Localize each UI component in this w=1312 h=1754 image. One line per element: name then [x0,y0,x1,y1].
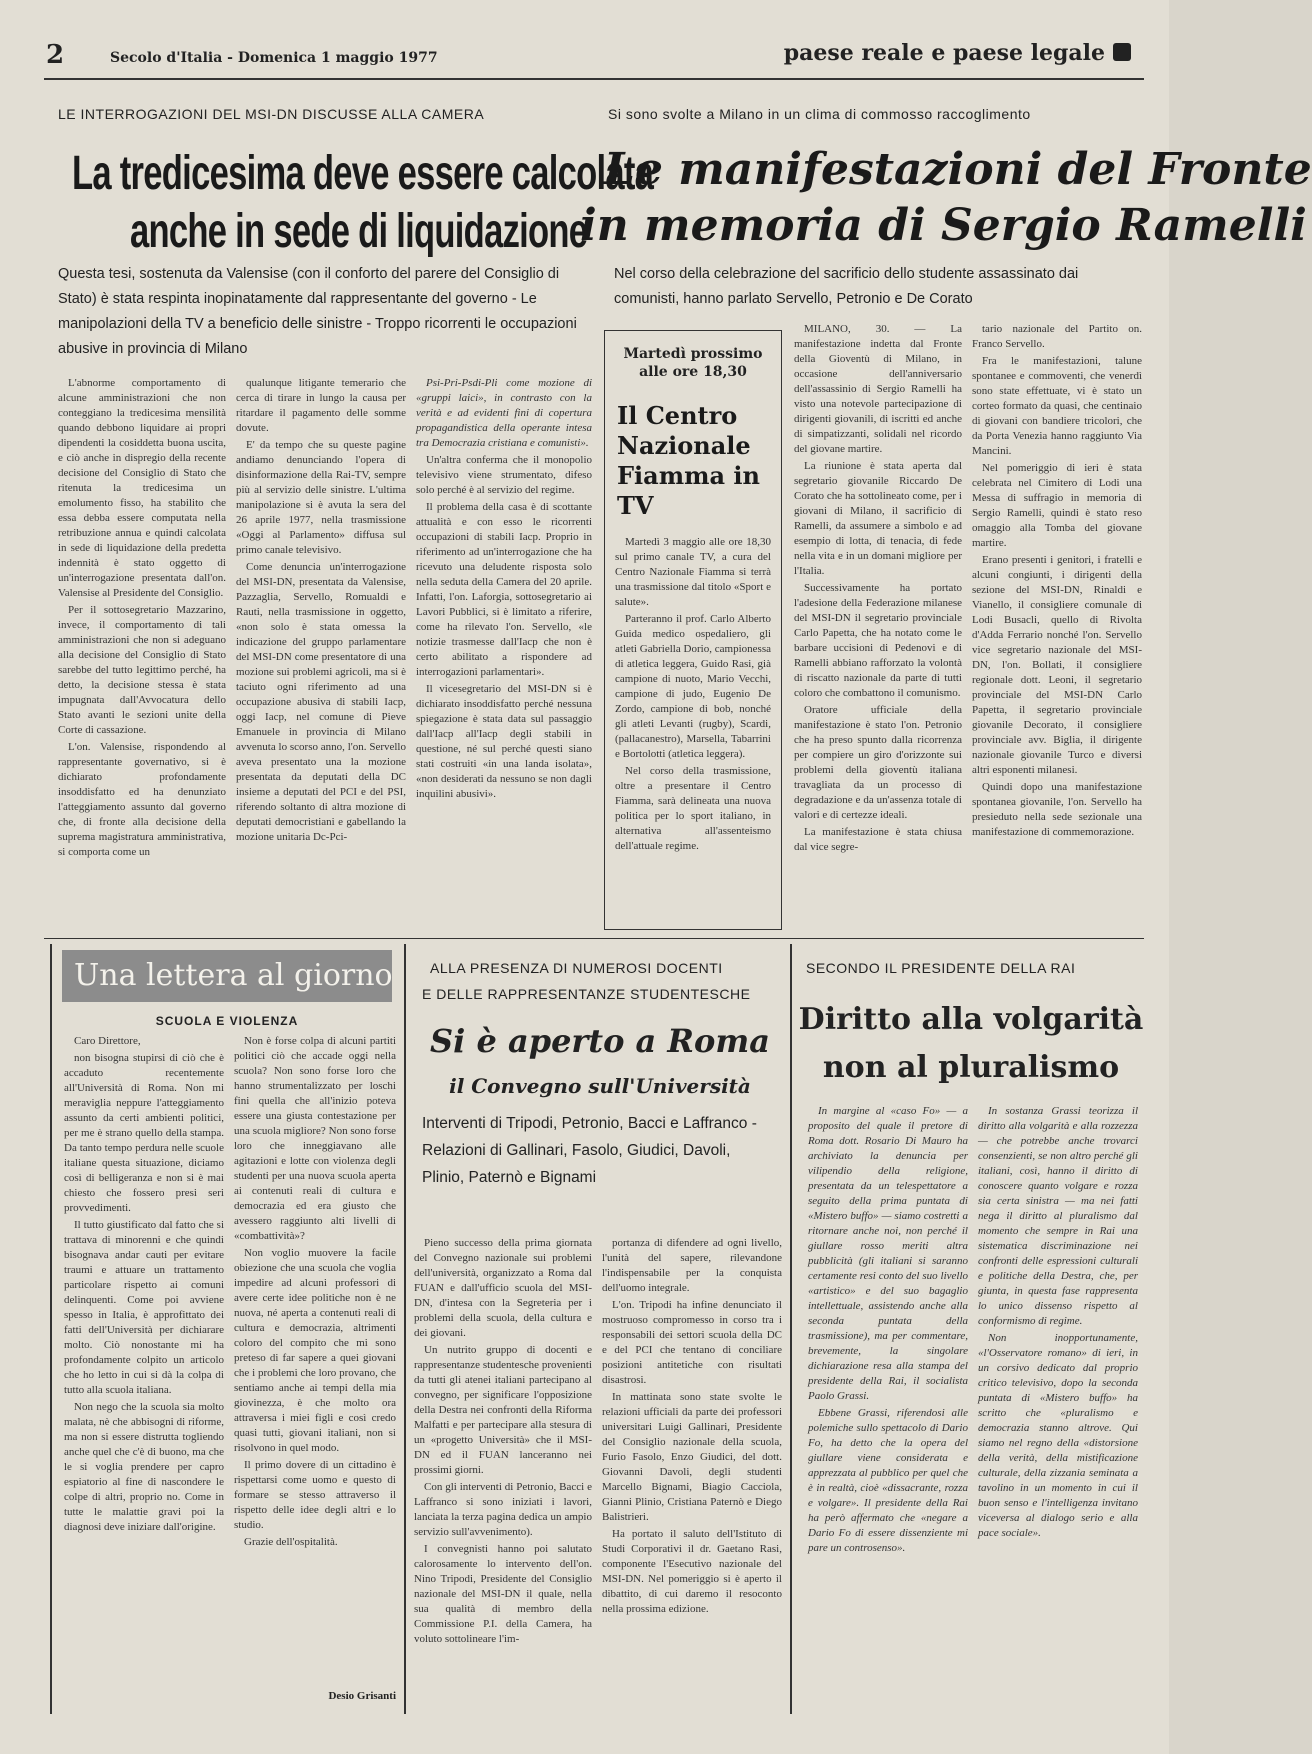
section-title: paese reale e paese legale [783,40,1105,66]
paragraph: Il problema della casa è di scottante attualità e con esso le ricorrenti occupazioni di stabili Iacp. Proprio in riferimento ad un'interrogazione che ha ricevuto una deludente risposta solo nella seduta della Camera del 20 aprile. Infatti, l'on. Laforgia, sottosegretario ai Lavori Pubblici, si è limitato a riferire, come ha rilevato l'on. Servello, «le notizie trasmesse dall'Iacp che non è certo abilitato a rispondere ad interrogazioni parlamentari». [416,501,592,678]
paragraph: L'abnorme comportamento di alcune amministrazioni che non conteggiano la tredicesima mensilità quando debbono liquidare ai propri dipendenti la cosiddetta buona uscita, e ciò anche in dispregio della recente decisione del Consiglio di Stato che ritenuta la tredicesima un emolumento fisso, ha stabilito che essa debba essere computata nella retribuzione annua e quindi calcolata in sede di liquidazione della predetta indennità è stato oggetto di un'interrogazione presentata dall'on. Valensise al Presidente del Consiglio. [58,377,226,599]
rai-col-1 [808,1104,968,1714]
paragraph: L'on. Tripodi ha infine denunciato il mostruoso compromesso in corso tra i responsabili dei settori scuola della DC e del PCI che tentano di conciliare posizioni antitetiche con risultati disastrosi. [602,1299,782,1386]
paragraph: Ha portato il saluto dell'Istituto di Studi Corporativi il dr. Gaetano Rasi, componente l'Esecutivo nazionale del MSI-DN. Nel pomeriggio si è aperto il dibattito, di cui daremo il resoconto nella prossima edizione. [602,1528,782,1615]
left-col-1 [58,376,226,946]
letter-left-border [50,944,52,1714]
paragraph: Come denuncia un'interrogazione del MSI-DN, presentata da Valensise, Pazzaglia, Servello, Romualdi e Rauti, nella trasmissione in oggetto, «non solo è stata omessa la indicazione del gruppo parlamentare del MSI-DN come presentatore di una mozione sui problemi agricoli, ma si è taciuto ogni riferimento ad una occupazione abusiva di stabili Iacp, oggi Iacp, nel comune di Pieve Emanuele in provincia di Milano avvenuta lo scorso anno, l'on. Servello aveva presentato una la mozione presentata da deputati della DC insieme a deputati del PCI e del PSI, riferendo soltanto di altra mozione di deputati democristiani e gabellando la mozione unitaria Dc-Pci- [236,561,406,843]
paragraph: Martedì 3 maggio alle ore 18,30 sul primo canale TV, a cura del Centro Nazionale Fiamma si terrà una trasmissione dal titolo «Sport e salute». [615,536,771,608]
paragraph: La manifestazione è stata chiusa dal vice segre- [794,826,962,853]
convegno-col-2 [602,1236,782,1706]
left-col-2 [236,376,406,946]
paragraph: Parteranno il prof. Carlo Alberto Guida medico ospedaliero, gli atleti Gabriella Dorio, campionessa di atletica leggera, Guido Rasi, già campione di nuoto, Mario Vecchi, campione di judo, Eugenio De Zordo, campione di bob, nonché gli atleti Levanti (rugby), Scardi, (pallacanestro), Marsella, Tabarrini e Bortolotti (atletica leggera). [615,613,771,760]
section-divider [44,938,1144,939]
fiamma-title: Il Centro Nazionale Fiamma in TV [617,401,760,520]
paragraph: Nel corso della trasmissione, oltre a presentare il Centro Fiamma, sarà delineata una nuova politica per lo sport italiano, in alternativa all'assenteismo dell'attuale regime. [615,765,771,852]
paragraph: Il vicesegretario del MSI-DN si è dichiarato insoddisfatto perché nessuna spiegazione è stata data sul passaggio dall'Iacp all'Iacp degli stabili in questione, né sul perché questi siano stati costruiti «in una landa isolata», «non desiderati da nessuno se non dagli inquilini abusivi». [416,683,592,800]
paragraph: Non è forse colpa di alcuni partiti politici ciò che accade oggi nella scuola? Non sono forse loro che hanno strumentalizzato per loschi fini quella che all'inizio poteva essere una giusta contestazione per una scuola migliore? Non sono forse loro che inneggiavano alle agitazioni e lotte con violenza degli studenti per una nuova scuola aperta ai contenuti reali di cultura e democrazia ed era giusto che avessero raggiunto alti livelli di «combattività»? [234,1035,396,1242]
rai-kicker: SECONDO IL PRESIDENTE DELLA RAI [806,960,1076,976]
paragraph: MILANO, 30. — La manifestazione indetta dal Fronte della Gioventù di Milano, in occasione dell'anniversario dell'assassinio di Sergio Ramelli ha visto una notevole partecipazione di dirigenti giovanili, di iscritti ed anche di simpatizzanti, solidali nel ricordo del giovane martire. [794,323,962,455]
ramelli-title-line2: in memoria di Sergio Ramelli [580,200,1307,251]
paragraph: Per il sottosegretario Mazzarino, invece, il comportamento di tali amministrazioni che non si adeguano alla decisione del Consiglio di Stato sarebbe del tutto legittimo perché, ha detto, la decisione stessa è stata impugnata dall'Avvocatura dello Stato avanti le sezioni unite della Corte di cassazione. [58,604,226,736]
paragraph: non bisogna stupirsi di ciò che è accaduto recentemente all'Università di Roma. Non mi meraviglia neppure l'atteggiamento assunto da certi ambienti politici, per me è strano quello della stampa. Da tanto tempo perdura nelle scuole italiane questa situazione, diciamo così di belligeranza e non si è mai chiesto che fossero presi seri provvedimenti. [64,1052,224,1214]
paragraph: qualunque litigante temerario che cerca di tirare in lungo la causa per ritardare il pagamento delle somme dovute. [236,377,406,434]
paragraph: Fra le manifestazioni, talune spontanee e commoventi, che venerdì sono state effettuate, vi è stato un corteo formato da quasi, che centinaio di giovani con bandiere tricolori, che da Porta Venezia hanno raggiunto Via Mancini. [972,355,1142,457]
paragraph: Con gli interventi di Petronio, Bacci e Laffranco si sono iniziati i lavori, lanciata la terza pagina dedica un ampio servizio sull'avvenimento). [414,1481,592,1538]
paragraph: Non voglio muovere la facile obiezione che una scuola che voglia impedire ad alcuni professori di avere certe idee politiche non è ne nuova, né aperta a contenuti reali di cultura e democrazia, altrimenti coloro del compito che mi sono preteso di far sapere a quei giovani che i problemi che loro provano, che sentiamo anche ai tempi della mia giovinezza, è che molto ora attraversa i miei figli e così credo quasi tutti, giovani italiani, non si risolvono in quel modo. [234,1247,396,1454]
fiamma-box [604,330,782,930]
ramelli-kicker: Si sono svolte a Milano in un clima di commosso raccoglimento [608,106,1031,122]
paragraph: Quindi dopo una manifestazione spontanea giovanile, l'on. Servello ha presieduto nella sede sezionale una manifestazione di commemorazione. [972,781,1142,838]
paragraph: I convegnisti hanno poi salutato calorosamente lo intervento dell'on. Nino Tripodi, Presidente del Consiglio nazionale del MSI-DN il quale, nella sua qualità di membro della Commissione P.I. della Camera, ha voluto sottolineare l'im- [414,1543,592,1645]
ramelli-col-1 [794,322,962,934]
left-title-line1: La tredicesima deve essere calcolata [72,147,654,200]
letter-col-1 [64,1034,224,1704]
rai-title-line1: Diritto alla volgarità [798,1002,1144,1037]
paragraph: portanza di difendere ad ogni livello, l'unità del sapere, rilevandone l'indispensabile per la conquista dell'uomo integrale. [602,1237,782,1294]
left-col-3 [416,376,592,946]
paragraph: Grazie dell'ospitalità. [244,1536,338,1548]
left-title-line2: anche in sede di liquidazione [130,205,588,258]
convegno-deck: Interventi di Tripodi, Petronio, Bacci e Laffranco - Relazioni di Gallinari, Fasolo, Giudici, Davoli, Plinio, Paternò e Bignami [422,1115,757,1186]
rai-col-2 [978,1104,1138,1714]
paragraph: Un'altra conferma che il monopolio televisivo viene strumentato, difeso solo perché è al servizio del regime. [416,454,592,496]
convegno-title: Si è aperto a Roma [430,1022,770,1060]
convegno-kicker-1: ALLA PRESENZA DI NUMEROSI DOCENTI [430,960,723,976]
paragraph: Successivamente ha portato l'adesione della Federazione milanese del MSI-DN il segretario provinciale Carlo Papetta, che ha notato come le barbare uccisioni di Pedenovi e di Ramelli abbiano rafforzato la volontà di riscatto nazionale da parte di tutti coloro che combattono il comunismo. [794,582,962,699]
paragraph: E' da tempo che su queste pagine andiamo denunciando l'opera di disinformazione della Rai-TV, sempre più al servizio delle sinistre. L'ultima manipolazione si è avuta la sera del 26 aprile 1977, nella trasmissione «Oggi al Parlamento» diffusa sul primo canale televisivo. [236,439,406,556]
rai-title-line2: non al pluralismo [822,1050,1120,1085]
ramelli-col-2 [972,322,1142,934]
paragraph: Non inopportunamente, «l'Osservatore romano» di ieri, in un corsivo dedicato dal proprio critico televisivo, dopo la seconda puntata di «Mistero buffo» ha scritto che «pluralismo e democrazia stanno altrove. Qui siamo nel regno della «distorsione della verità, della mistificazione culturale, della zizzania seminata a tavolino in un momento in cui il buon senso e l'intelligenza invitano viceversa al dialogo serio e alla pace sociale». [978,1332,1138,1539]
paragraph: Il primo dovere di un cittadino è rispettarsi come uomo e questo di formare se stesso attraverso il rispetto delle idee degli altri e lo studio. [234,1459,396,1531]
convegno-subtitle: il Convegno sull'Università [449,1074,751,1098]
paragraph: Non nego che la scuola sia molto malata, nè che abbisogni di riforme, ma non si essere distrutta togliendo anche quel che c'è di buono, ma che le si voglia prendere per capro espiatorio al fine di nascondere le colpe di altri, proprio no. Come in tutte le malattie gravi poi la diagnosi deve iniziare dall'origine. [64,1401,224,1533]
paragraph: Erano presenti i genitori, i fratelli e alcuni congiunti, i dirigenti della sezione del MSI-DN, Rinaldi e Vianello, il consigliere comunale di Lodi Busacli, quello di Rivolta d'Adda Ferrario nonché l'on. Servello vice segretario nazionale del MSI-DN, l'on. Bollati, il consigliere regionale dott. Leoni, il segretario provinciale del MSI-DN Carlo Papetta, il segretario provinciale giovanile Decorato, il consigliere provinciale avv. Biglia, il dirigente nazionale giovanile Turco e diversi altri esponenti milanesi. [972,554,1142,776]
page-number: 2 [46,40,65,70]
paragraph: Psi-Pri-Psdi-Pli come mozione di «gruppi laici», in contrasto con la verità e ad evidenti fini di copertura propagandistica della operante intesa tra Democrazia cristiana e comunisti». [416,377,592,449]
paragraph: Il tutto giustificato dal fatto che si trattava di minorenni e che quindi bisognava andar cauti per evitare traumi e attuare un trattamento particolare rispetto ai comuni delinquenti. Come poi avviene spesso in Italia, è approfittato dei fatti dell'Università per dichiarare molto. Ciò nonostante mi ha profondamente colpito un articolo che ho letto in cui si dà la colpa di tutto alla scuola italiana. [64,1219,224,1396]
ramelli-deck: Nel corso della celebrazione del sacrificio dello studente assassinato dai comunisti, hanno parlato Servello, Petronio e De Corato [614,266,1079,307]
paragraph: Nel pomeriggio di ieri è stata celebrata nel Cimitero di Lodi una Messa di suffragio in memoria di Sergio Ramelli, quindi è stato reso omaggio alla Tomba del giovane martire. [972,462,1142,549]
letter-banner: Una lettera al giorno [62,950,392,1002]
left-kicker: LE INTERROGAZIONI DEL MSI-DN DISCUSSE ALLA CAMERA [58,106,485,122]
paragraph: Oratore ufficiale della manifestazione è stato l'on. Petronio che ha preso spunto dalla ricorrenza per compiere un giro d'orizzonte sui problemi della gioventù italiana travagliata da un processo di degradazione e da un'assenza totale di valori e di certezze ideali. [794,704,962,821]
rai-left-border [790,944,792,1714]
letter-right-border [404,944,406,1714]
letter-subtitle: SCUOLA E VIOLENZA [155,1014,299,1028]
header-rule [44,78,1144,80]
paragraph: Pieno successo della prima giornata del Convegno nazionale sui problemi dell'università, organizzato a Roma dal FUAN e dall'ufficio scuola del MSI-DN, d'intesa con la Segreteria per i problemi della scuola, della cultura e dei giovani. [414,1237,592,1339]
paragraph: In mattinata sono state svolte le relazioni ufficiali da parte dei professori universitari Luigi Gallinari, Presidente del Consiglio nazionale della scuola, Furio Fasolo, Enzo Giudici, del dott. Giovanni Davoli, degli studenti Marcello Bignami, Biagio Cacciola, Gianni Plinio, Cristiana Paternò e Diego Balistrieri. [602,1391,782,1523]
paragraph: Ebbene Grassi, riferendosi alle polemiche sullo spettacolo di Dario Fo, ha detto che la opera del giullare viene considerata e apprezzata al pubblico per quel che è in realtà, cioè «dissacrante, rozza e volgare». Il presidente della Rai ha però affermato che «negare a Dario Fo di essere dissenziente mi pare un controsenso». [808,1407,968,1554]
paragraph: L'on. Valensise, rispondendo al rappresentante governativo, si è dichiarato profondamente insoddisfatto ed ha denunziato l'atteggiamento assunto dal governo che, di fronte alla decisione della suprema magistratura amministrativa, si comporta come un [58,741,226,858]
letter-signature: Desio Grisanti [328,1690,396,1702]
convegno-col-1 [414,1236,592,1706]
paragraph: In sostanza Grassi teorizza il diritto alla volgarità e alla rozzezza — che potrebbe anche trovarci consenzienti, se non altro perché gli italiani, così, hanno il diritto di conoscere quanto volgare e rozza sia certa sinistra — ma nei fatti nega il diritto al pluralismo dal momento che sempre in Rai una sistematica discriminazione nei confronti delle espressioni culturali e politiche della Destra, che, per giunta, in questa fase rappresenta lo unico dissenso rispetto al conformismo di regime. [978,1105,1138,1327]
convegno-kicker-2: E DELLE RAPPRESENTANZE STUDENTESCHE [422,986,751,1002]
masthead-date: Secolo d'Italia - Domenica 1 maggio 1977 [110,50,438,66]
left-deck: Questa tesi, sostenuta da Valensise (con il conforto del parere del Consiglio di Stato) è stata respinta inopinatamente dal rappresentante del governo - Le manipolazioni della TV a beneficio delle sinistre - Troppo ricorrenti le occupazioni abusive in provincia di Milano [58,266,577,357]
ramelli-title-line1: Le manifestazioni del Fronte [604,144,1312,195]
paragraph: tario nazionale del Partito on. Franco Servello. [972,323,1142,350]
paragraph: Caro Direttore, [74,1035,141,1047]
fiamma-body [615,535,771,935]
fiamma-date: Martedì prossimo alle ore 18,30 [623,346,763,380]
paragraph: La riunione è stata aperta dal segretario giovanile Riccardo De Corato che ha sottolineato come, per i giovani di Milano, il sacrificio di Ramelli, da assumere a simbolo e ad esempio di lotta, di tenacia, di fede nella vita e in un domani migliore per l'Italia. [794,460,962,577]
section-logo-icon [1113,43,1131,61]
paragraph: In margine al «caso Fo» — a proposito del quale il pretore di Roma dott. Rosario Di Mauro ha archiviato la denuncia per vilipendio della religione, presentata da un telespettatore a seguito della prima puntata di «Mistero buffo» — siamo costretti a ritornare anche noi, non perché il giullare rosso meriti altra pubblicità (gli italiani si saranno certamente resi conto del suo livello «artistico» e del suo bagaglio intellettuale, assistendo anche alla seconda puntata della trasmissione), ma per commentare, brevemente, la singolare dichiarazione resa alla stampa del presidente della Rai, il socialista Paolo Grassi. [808,1105,968,1402]
paragraph: Un nutrito gruppo di docenti e rappresentanze studentesche provenienti da tutti gli atenei italiani partecipano al convegno, per significare l'opposizione della Destra nei confronti della Riforma Malfatti e per partecipare alla stesura di un «progetto Università» che il MSI-DN ed il FUAN lanceranno nei prossimi giorni. [414,1344,592,1476]
letter-col-2 [234,1034,396,1674]
